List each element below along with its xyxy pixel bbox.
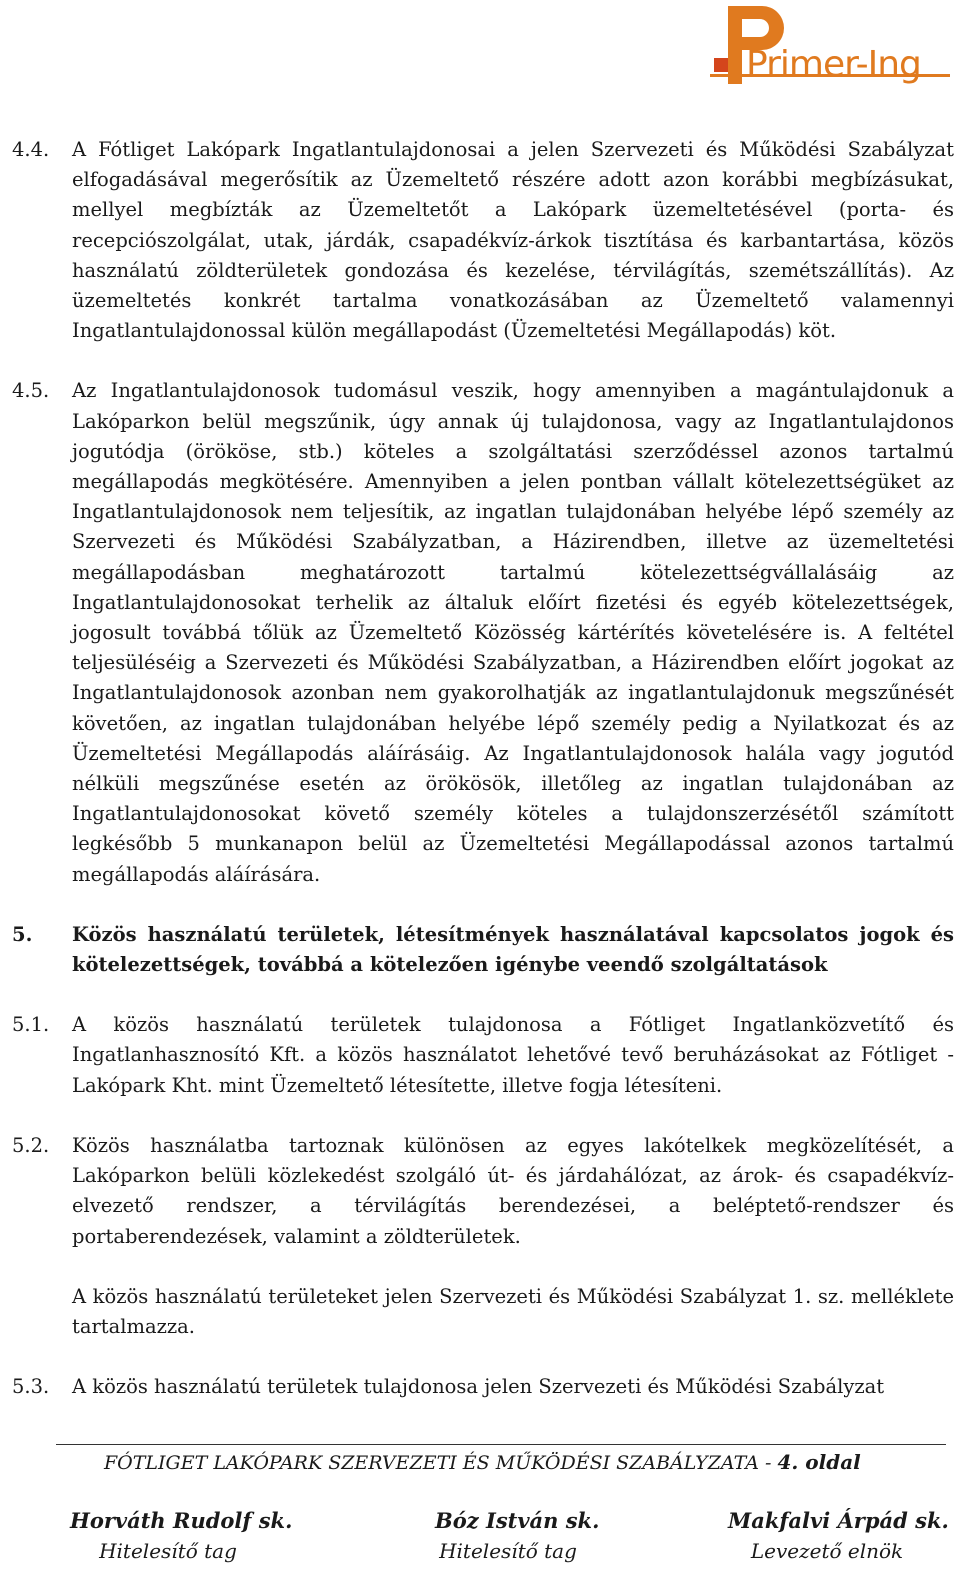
section-number: 5.1.: [12, 1013, 50, 1037]
section-text: Az Ingatlantulajdonosok tudomásul veszik, hogy amennyiben a magántulajdonuk a Lakóparkon belül megszűnik, úgy annak új tulajdonosa, vagy az Ingatlantulajdonos jogutódja (örököse, stb.) köteles a szolgáltatási szerződéssel azonos tartalmú megállapodás megkötésére. Amennyiben a jelen pontban vállalt kötelezettségüket az Ingatlantulajdonosok nem teljesítik, az ingatlan tulajdonában helyébe lépő személy az Szervezeti és Működési Szabályzatban, a Házirendben, illetve az üzemeltetési megállapodásban meghatározott tartalmú kötelezettségvállalásáig az Ingatlantulajdonosokat terhelik az általuk előírt fizetési és egyéb kötelezettségek, jogosult továbbá tőlük az Üzemeltető Közösség kártérítés követelésére is. A feltétel teljesüléséig a Szervezeti és Működési Szabályzatban, a Házirendben előírt jogokat az Ingatlantulajdonosok azonban nem gyakorolhatják az ingatlantulajdonuk megszűnését követően, az ingatlan tulajdonában helyébe lépő személy pedig a Nyilatkozat és az Üzemeltetési Megállapodás aláírásáig. Az Ingatlantulajdonosok halála vagy jogutód nélküli megszűnése esetén az örökösök, illetőleg az ingatlan tulajdonában az Ingatlantulajdonosokat követő személy köteles a tulajdonszerzésétől számított legkésőbb 5 munkanapon belül az Üzemeltetési Megállapodással azonos tartalmú megállapodás aláírására.: [72, 379, 954, 886]
section-5-heading: [12, 920, 954, 980]
section-4-4: [12, 135, 954, 346]
section-text: A Fótliget Lakópark Ingatlantulajdonosai a jelen Szervezeti és Működési Szabályzat elfogadásával megerősítik az Üzemeltető részére adott azon korábbi megbízásukat, mellyel megbízták az Üzemeltetőt a Lakópark üzemeltetésével (porta- és recepciószolgálat, utak, járdák, csapadékvíz-árkok tisztítása és karbantartása, közös használatú zöldterületek gondozása és kezelése, térvilágítás, szemétszállítás). Az üzemeltetés konkrét tartalma vonatkozásában az Üzemeltető valamennyi Ingatlantulajdonossal külön megállapodást (Üzemeltetési Megállapodás) köt.: [72, 138, 954, 343]
section-5-2: [12, 1131, 954, 1342]
section-number: 5.2.: [12, 1133, 50, 1157]
footer-divider: [56, 1444, 946, 1445]
signatory-role: Hitelesítő tag: [99, 1539, 237, 1563]
signatory-name: Makfalvi Árpád sk.: [728, 1508, 949, 1533]
section-heading: Közös használatú területek, létesítmények használatával kapcsolatos jogok és kötelezettségek, továbbá a kötelezően igénybe veendő szolgáltatások: [72, 922, 954, 977]
section-text: A közös használatú területek tulajdonosa a Fótliget Ingatlanközvetítő és Ingatlanhasznosító Kft. a közös használatot lehetővé tevő beruházásokat az Fótliget - Lakópark Kht. mint Üzemeltető létesítette, illetve fogja létesíteni.: [72, 1013, 954, 1097]
signatory-role: Hitelesítő tag: [439, 1539, 577, 1563]
signature-block: [728, 1506, 949, 1566]
footer-title: [104, 1450, 861, 1474]
signatory-name: Horváth Rudolf sk.: [70, 1508, 293, 1533]
page-number: 4. oldal: [777, 1450, 861, 1474]
section-number: 4.4.: [12, 138, 50, 161]
section-text: A közös használatú területek tulajdonosa jelen Szervezeti és Működési Szabályzat: [72, 1375, 885, 1399]
signature-block: [70, 1506, 293, 1566]
section-5-3: [12, 1372, 954, 1402]
section-number: 5.3.: [12, 1375, 50, 1399]
section-number: 4.5.: [12, 379, 50, 403]
section-4-5: [12, 376, 954, 889]
logo-text: Primer-Ing: [746, 44, 921, 85]
signature-block: [435, 1506, 600, 1566]
company-logo: [700, 0, 956, 100]
signatory-name: Bóz István sk.: [435, 1508, 600, 1533]
section-text: Közös használatba tartoznak különösen az egyes lakótelkek megközelítését, a Lakóparkon belüli közlekedést szolgáló út- és járdahálózat, az árok- és csapadékvíz-elvezető rendszer, a térvilágítás berendezései, a beléptető-rendszer és portaberendezések, valamint a zöldterületek.: [72, 1133, 954, 1248]
document-body: [12, 135, 954, 1432]
footer-title-text: FÓTLIGET LAKÓPARK SZERVEZETI ÉS MŰKÖDÉSI SZABÁLYZATA -: [104, 1452, 778, 1474]
section-number: 5.: [12, 922, 33, 946]
section-text: A közös használatú területeket jelen Szervezeti és Működési Szabályzat 1. sz. melléklete tartalmazza.: [72, 1284, 954, 1338]
signatory-role: Levezető elnök: [750, 1539, 904, 1563]
section-5-1: [12, 1010, 954, 1101]
